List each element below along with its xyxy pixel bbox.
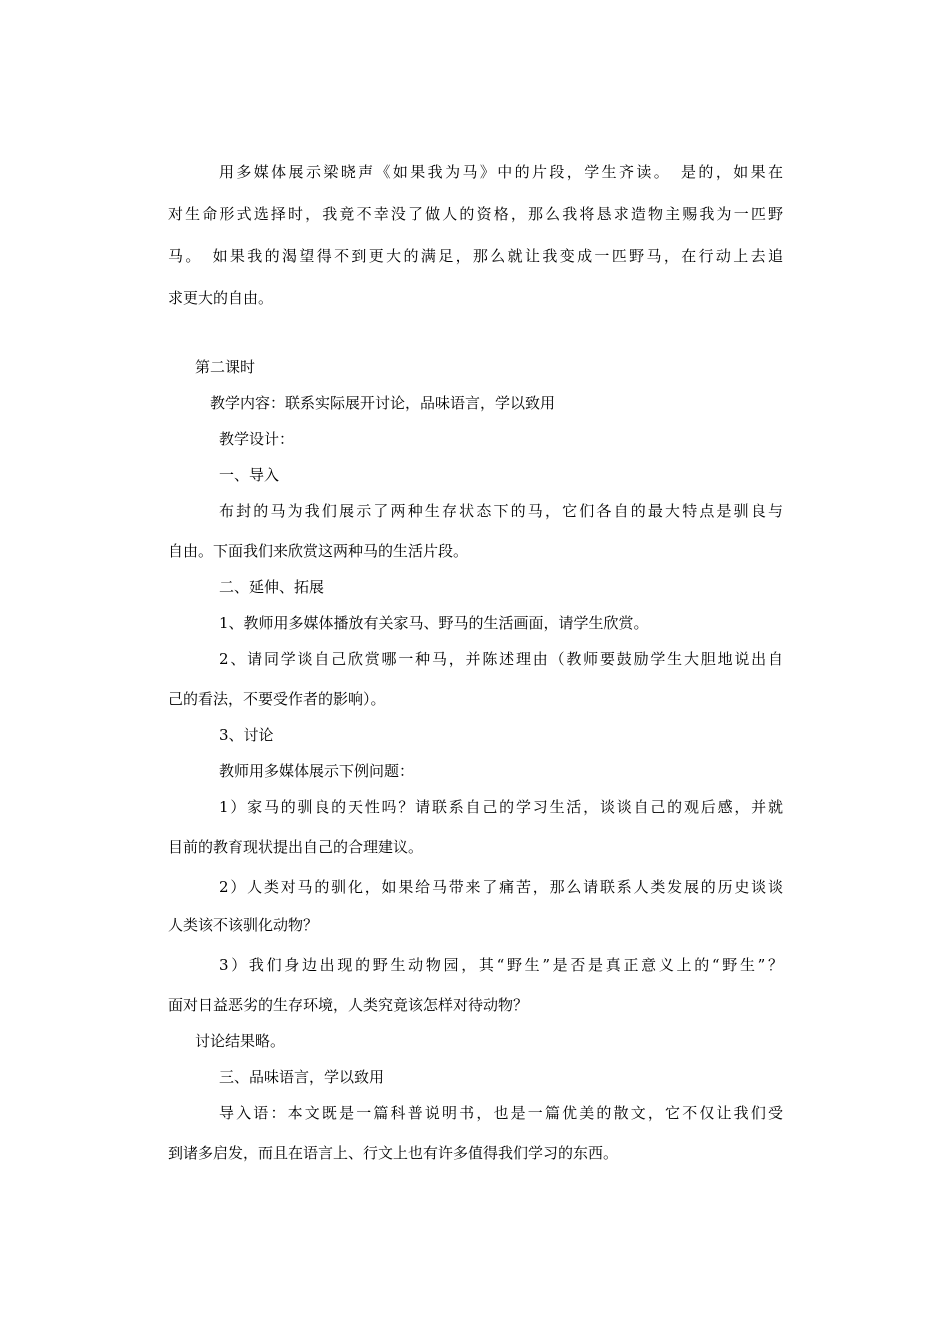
- paragraph-line: 目前的教育现状提出自己的合理建议。: [168, 838, 424, 856]
- list-item: 2、请同学谈自己欣赏哪一种马，并陈述理由（教师要鼓励学生大胆地说出自: [219, 650, 783, 668]
- paragraph-line: 布封的马为我们展示了两种生存状态下的马，它们各自的最大特点是驯良与: [219, 502, 783, 520]
- discussion-result: 讨论结果略。: [195, 1032, 286, 1050]
- paragraph-line: 教师用多媒体展示下例问题：: [219, 762, 415, 780]
- list-item: 1、教师用多媒体播放有关家马、野马的生活画面，请学生欣赏。: [219, 614, 649, 632]
- question-item: 3）我们身边出现的野生动物园，其“野生”是否是真正意义上的“野生”？: [219, 956, 783, 974]
- subheading-intro: 一、导入: [219, 466, 280, 484]
- list-item: 3、讨论: [219, 726, 274, 744]
- paragraph-line: 导入语：本文既是一篇科普说明书，也是一篇优美的散文，它不仅让我们受: [219, 1104, 783, 1122]
- paragraph-line: 用多媒体展示梁晓声《如果我为马》中的片段，学生齐读。 是的，如果在: [219, 163, 783, 181]
- paragraph-line: 求更大的自由。: [168, 289, 274, 307]
- subheading-extension: 二、延伸、拓展: [219, 578, 325, 596]
- paragraph-line: 人类该不该驯化动物？: [168, 916, 319, 934]
- paragraph-line: 马。 如果我的渴望得不到更大的满足，那么就让我变成一匹野马，在行动上去追: [168, 247, 783, 265]
- question-item: 2）人类对马的驯化，如果给马带来了痛苦，那么请联系人类发展的历史谈谈: [219, 878, 783, 896]
- subheading-language: 三、品味语言，学以致用: [219, 1068, 385, 1086]
- question-item: 1）家马的驯良的天性吗？请联系自己的学习生活，谈谈自己的观后感，并就: [219, 798, 783, 816]
- teaching-content: 教学内容：联系实际展开讨论，品味语言，学以致用: [210, 394, 556, 412]
- paragraph-line: 己的看法，不要受作者的影响）。: [168, 690, 386, 708]
- paragraph-line: 自由。下面我们来欣赏这两种马的生活片段。: [168, 542, 469, 560]
- paragraph-line: 对生命形式选择时，我竟不幸没了做人的资格，那么我将恳求造物主赐我为一匹野: [168, 205, 783, 223]
- teaching-design-label: 教学设计：: [219, 430, 295, 448]
- paragraph-line: 到诸多启发，而且在语言上、行文上也有许多值得我们学习的东西。: [168, 1144, 619, 1162]
- paragraph-line: 面对日益恶劣的生存环境，人类究竟该怎样对待动物？: [168, 996, 529, 1014]
- section-heading: 第二课时: [195, 358, 256, 376]
